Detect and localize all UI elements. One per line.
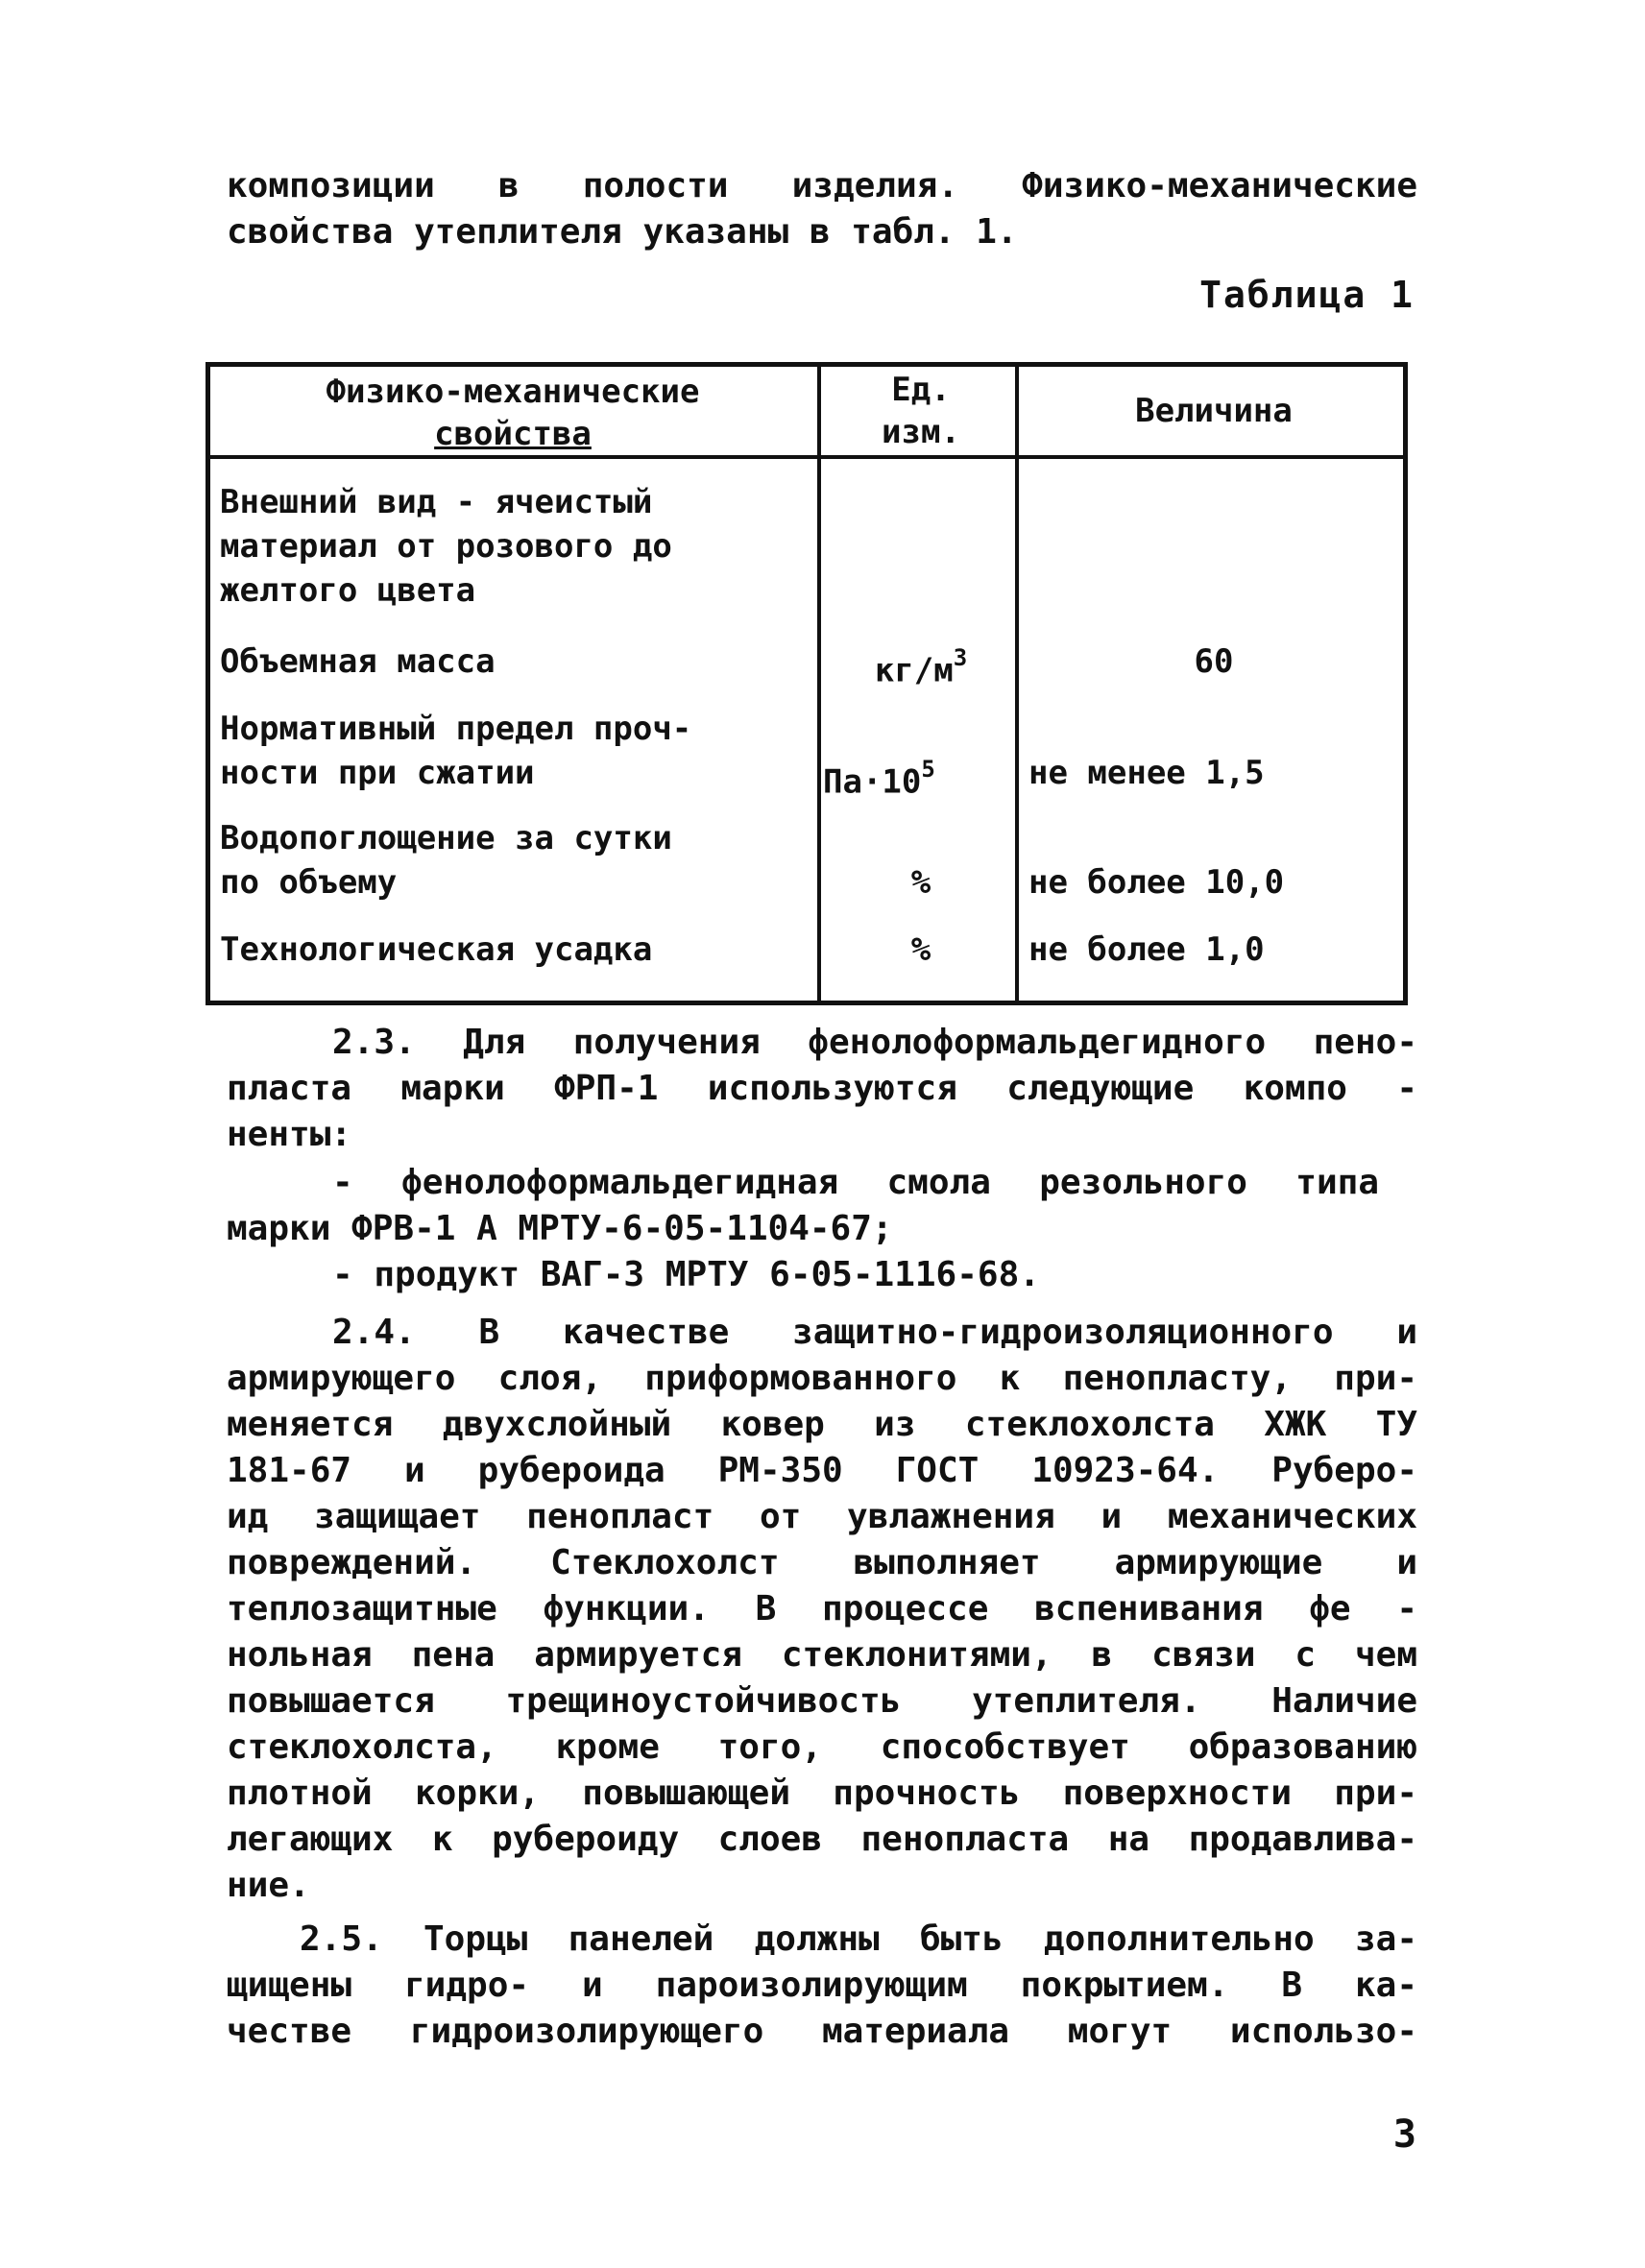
row-3-unit-sup: 5 — [921, 756, 935, 783]
row-2-property: Объемная масса — [220, 642, 496, 681]
row-3-value: не менее 1,5 — [1028, 754, 1265, 792]
s24-line-12: легающих к рубероиду слоев пенопласта на продавлива- — [227, 1820, 1417, 1859]
s24-line-13: ние. — [227, 1866, 310, 1905]
s24-line-3: меняется двухслойный ковер из стеклохолста ХЖК ТУ — [227, 1405, 1417, 1444]
s24-line-8: нольная пена армируется стеклонитями, в связи с чем — [227, 1635, 1417, 1675]
s24-line-4: 181-67 и рубероида РМ-350 ГОСТ 10923-64. Руберо- — [227, 1451, 1417, 1490]
row-3-unit — [823, 751, 1015, 804]
table-divider-1 — [817, 367, 821, 1001]
header-property-line1: Физико-механические — [326, 373, 700, 411]
s24-line-5: ид защищает пенопласт от увлажнения и механических — [227, 1497, 1417, 1536]
row-3-unit-text: Па·10 — [823, 762, 922, 802]
s24-line-7: теплозащитные функции. В процессе вспенивания фе - — [227, 1589, 1417, 1629]
s23-line-2: пласта марки ФРП-1 используются следующие компо - — [227, 1069, 1417, 1108]
header-value: Величина — [1135, 392, 1293, 430]
row-3-property-line2: ности при сжатии — [220, 754, 535, 792]
s23-line-5: марки ФРВ-1 А МРТУ-6-05-1104-67; — [227, 1209, 893, 1248]
row-4-property — [220, 816, 815, 905]
row-2-unit-sup: 3 — [953, 644, 968, 671]
header-property — [220, 371, 806, 455]
row-4-property-line2: по объему — [220, 863, 398, 902]
row-1-property — [220, 480, 815, 613]
s24-line-11: плотной корки, повышающей прочность поверхности при- — [227, 1773, 1417, 1813]
header-unit — [825, 369, 1017, 453]
table-caption: Таблица 1 — [1199, 274, 1415, 316]
row-4-value: не более 10,0 — [1028, 863, 1285, 902]
header-property-line2: свойства — [434, 415, 592, 453]
s24-line-1: 2.4. В качестве защитно-гидроизоляционного и — [332, 1313, 1417, 1352]
s24-line-6: повреждений. Стеклохолст выполняет армирующие и — [227, 1543, 1417, 1582]
s24-line-9: повышается трещиноустойчивость утеплителя. Наличие — [227, 1681, 1417, 1721]
s23-line-1: 2.3. Для получения фенолоформальдегидного пено- — [332, 1023, 1417, 1062]
row-1-property-line2: материал от розового до — [220, 527, 672, 566]
s25-line-2: щищены гидро- и пароизолирующим покрытием. В ка- — [227, 1966, 1417, 2005]
row-3-property — [220, 707, 815, 795]
s23-line-6: - продукт ВАГ-3 МРТУ 6-05-1116-68. — [332, 1255, 1040, 1294]
page-number: 3 — [1392, 2112, 1416, 2157]
s24-line-2: армирующего слоя, приформованного к пенопласту, при- — [227, 1359, 1417, 1398]
header-unit-line2: изм. — [882, 413, 960, 451]
table-header-rule — [210, 455, 1403, 459]
properties-table — [206, 362, 1408, 1005]
s25-line-3: честве гидроизолирующего материала могут использо- — [227, 2012, 1417, 2051]
row-4-property-line1: Водопоглощение за сутки — [220, 819, 672, 857]
row-5-unit: % — [910, 930, 931, 969]
intro-line-1: композиции в полости изделия. Физико-механические — [227, 166, 1417, 205]
header-unit-line1: Ед. — [891, 371, 951, 409]
row-2-unit-text: кг/м — [874, 651, 954, 690]
s23-line-3: ненты: — [227, 1115, 352, 1154]
row-5-property: Технологическая усадка — [220, 930, 653, 969]
row-5-value: не более 1,0 — [1028, 930, 1265, 969]
row-1-property-line3: желтого цвета — [220, 571, 476, 610]
row-4-unit: % — [910, 863, 931, 902]
s25-line-1: 2.5. Торцы панелей должны быть дополнительно за- — [300, 1919, 1417, 1959]
row-2-value: 60 — [1194, 642, 1234, 681]
row-3-property-line1: Нормативный предел проч- — [220, 710, 692, 748]
s24-line-10: стеклохолста, кроме того, способствует образованию — [227, 1727, 1417, 1767]
row-2-unit — [825, 639, 1017, 692]
row-1-property-line1: Внешний вид - ячеистый — [220, 483, 653, 521]
intro-line-2: свойства утеплителя указаны в табл. 1. — [227, 212, 1018, 252]
s23-line-4: - фенолоформальдегидная смола резольного типа — [332, 1163, 1379, 1202]
